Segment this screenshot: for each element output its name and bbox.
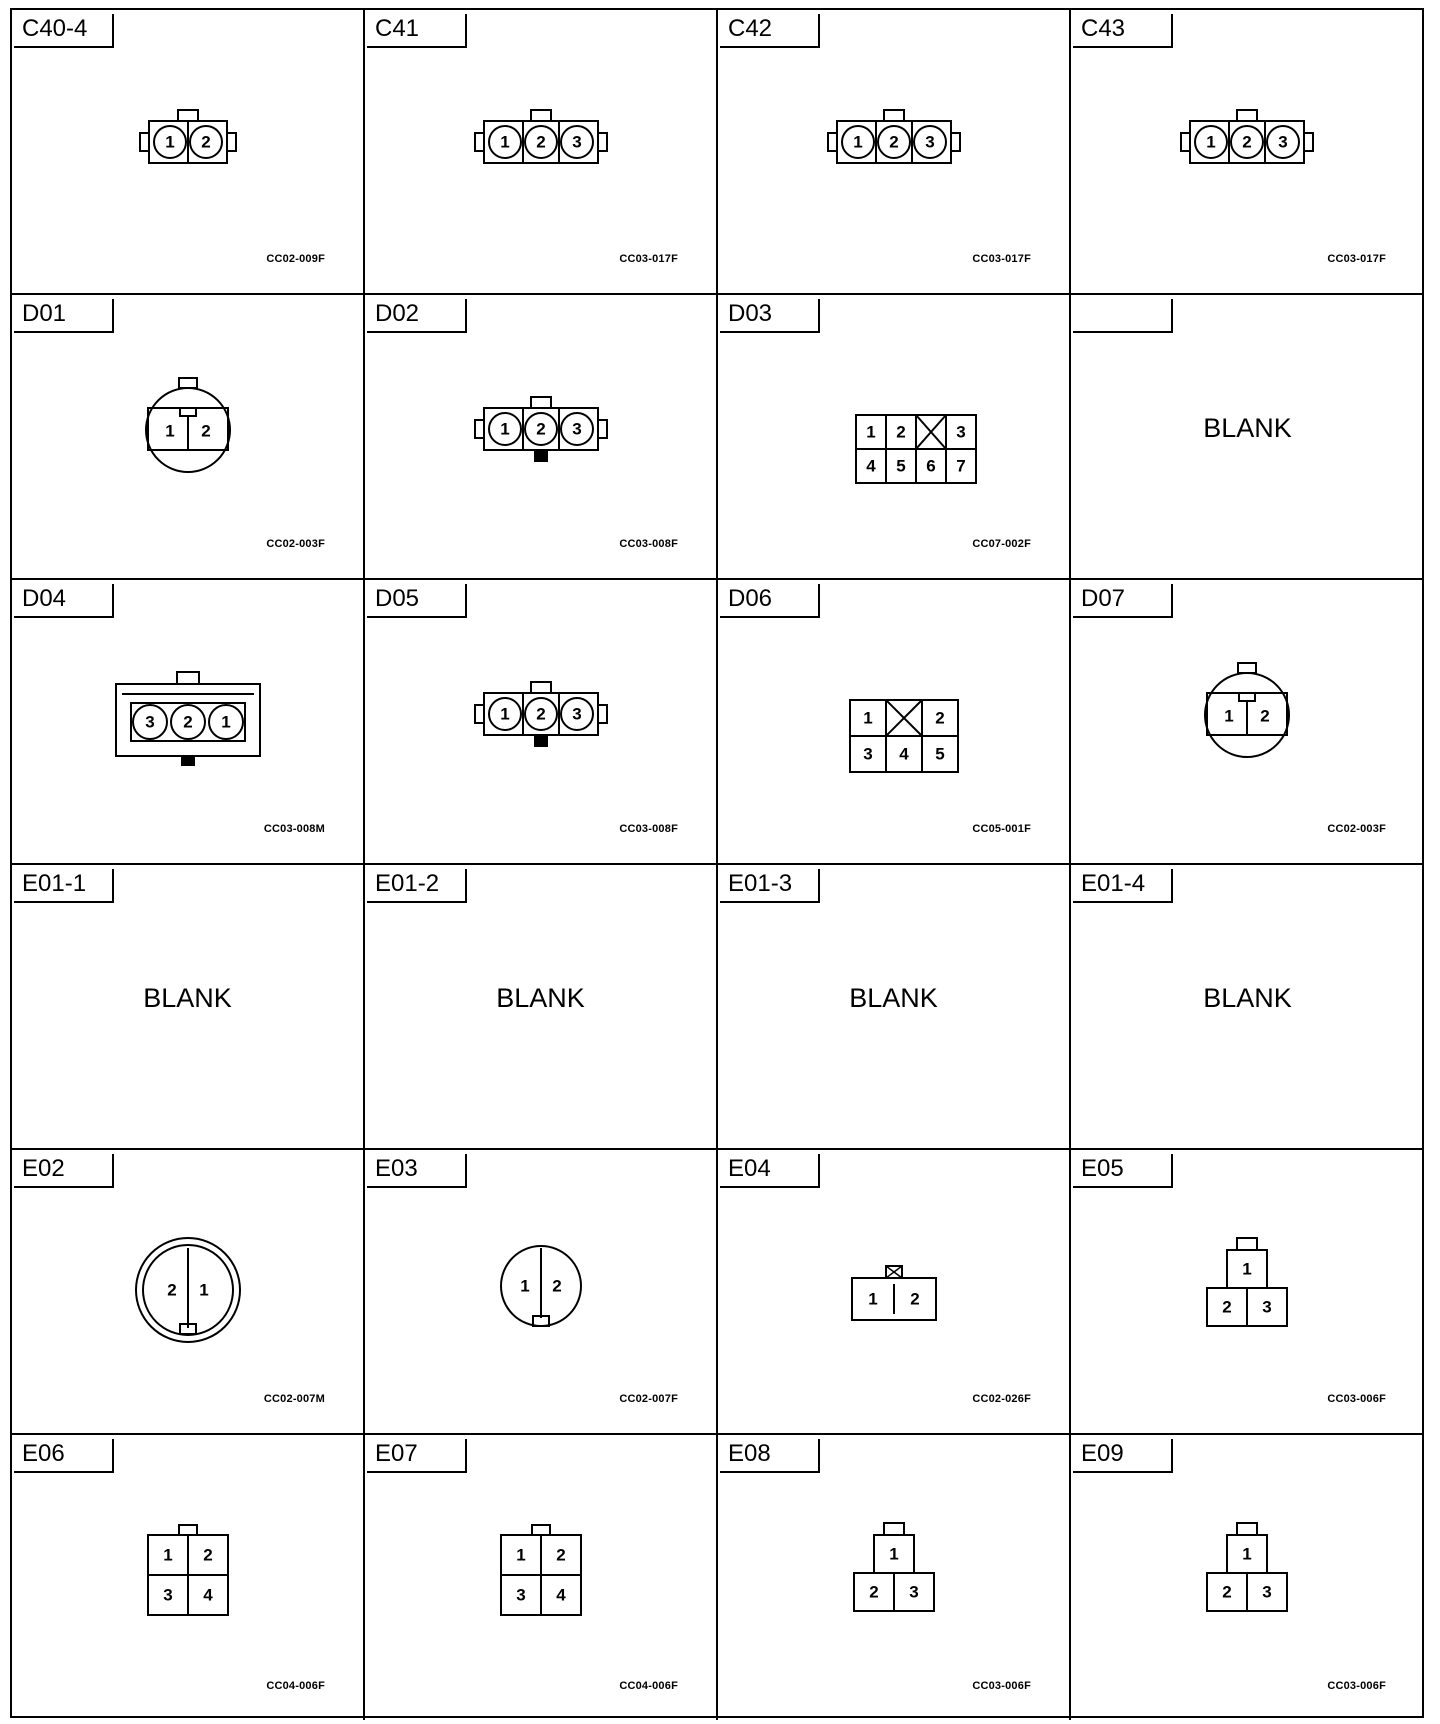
connector-label: C41 — [367, 14, 467, 48]
part-number: CC03-008F — [619, 538, 678, 550]
connector-body — [116, 672, 260, 766]
pin-number: 3 — [1262, 1582, 1272, 1602]
connector-cell — [365, 580, 718, 865]
connector-face-view — [718, 70, 1071, 240]
pin-number: 1 — [221, 712, 231, 732]
connector-diagram — [1071, 640, 1424, 810]
pin-number: 2 — [556, 1545, 566, 1565]
pin-number: 3 — [572, 419, 582, 439]
pin-number: 3 — [1278, 132, 1288, 152]
blank-text: BLANK — [1203, 983, 1292, 1013]
connector-body — [501, 1525, 581, 1615]
part-number: CC02-026F — [972, 1393, 1031, 1405]
connector-label: D07 — [1073, 584, 1173, 618]
connector-face-view — [365, 1495, 718, 1665]
connector-body — [1207, 1238, 1287, 1326]
pin-number: 1 — [889, 1544, 899, 1564]
pin-number: 1 — [863, 708, 873, 728]
connector-cell — [718, 10, 1071, 295]
pin-number: 1 — [1224, 706, 1234, 726]
pin-number: 2 — [1222, 1297, 1232, 1317]
pin-number: 4 — [866, 456, 876, 476]
connector-label: C40-4 — [14, 14, 114, 48]
connector-label: E06 — [14, 1439, 114, 1473]
pin-number: 2 — [1260, 706, 1270, 726]
pin-number: 2 — [935, 708, 945, 728]
connector-cell — [1071, 1150, 1424, 1435]
connector-diagram — [1071, 1495, 1424, 1665]
connector-label: E08 — [720, 1439, 820, 1473]
connector-diagram — [12, 1495, 365, 1665]
connector-body — [1205, 663, 1289, 757]
connector-label: E05 — [1073, 1154, 1173, 1188]
connector-face-view — [365, 1210, 718, 1380]
connector-body — [475, 682, 607, 747]
connector-body — [475, 397, 607, 462]
connector-diagram — [12, 70, 365, 240]
pin-number: 1 — [165, 421, 175, 441]
pin-number: 1 — [866, 422, 876, 442]
connector-body — [475, 110, 607, 163]
connector-diagram — [365, 355, 718, 525]
pin-number: 1 — [163, 1545, 173, 1565]
connector-diagram — [718, 1210, 1071, 1380]
connector-label: E07 — [367, 1439, 467, 1473]
part-number: CC02-007M — [263, 1393, 325, 1405]
connector-face-view — [718, 1495, 1071, 1665]
connector-face-view — [12, 355, 365, 525]
connector-label: D04 — [14, 584, 114, 618]
connector-face-view — [12, 1495, 365, 1665]
part-number: CC02-003F — [1327, 823, 1386, 835]
connector-label: D03 — [720, 299, 820, 333]
connector-face-view — [12, 70, 365, 240]
part-number: CC05-001F — [972, 823, 1031, 835]
connector-cell — [12, 10, 365, 295]
connector-face-view — [718, 1210, 1071, 1380]
pin-number: 1 — [500, 419, 510, 439]
pin-number: 2 — [1242, 132, 1252, 152]
pin-number: 2 — [201, 421, 211, 441]
connector-cell — [365, 1150, 718, 1435]
pin-number: 3 — [516, 1585, 526, 1605]
connector-label — [1073, 299, 1173, 333]
pin-number: 1 — [500, 704, 510, 724]
connector-label: C43 — [1073, 14, 1173, 48]
pin-number: 3 — [909, 1582, 919, 1602]
connector-diagram — [12, 640, 365, 810]
connector-cell — [718, 1150, 1071, 1435]
connector-body — [140, 110, 236, 163]
connector-diagram — [1071, 1210, 1424, 1380]
pin-number: 3 — [863, 744, 873, 764]
pin-number: 2 — [183, 712, 193, 732]
pin-number: 3 — [956, 422, 966, 442]
connector-cell — [1071, 295, 1424, 580]
pin-number: 3 — [145, 712, 155, 732]
connector-cell — [1071, 580, 1424, 865]
pin-number: 3 — [572, 132, 582, 152]
pin-number: 3 — [572, 704, 582, 724]
pin-number: 3 — [163, 1585, 173, 1605]
connector-diagram — [365, 70, 718, 240]
connector-label: D06 — [720, 584, 820, 618]
connector-label: E04 — [720, 1154, 820, 1188]
connector-label: E01-3 — [720, 869, 820, 903]
connector-diagram — [718, 355, 1071, 525]
pin-number: 2 — [536, 132, 546, 152]
pin-number: 4 — [556, 1585, 566, 1605]
blank-text: BLANK — [849, 983, 938, 1013]
connector-label: E03 — [367, 1154, 467, 1188]
pin-number: 5 — [896, 456, 906, 476]
pin-number: 1 — [165, 132, 175, 152]
connector-cell — [1071, 865, 1424, 1150]
pin-number: 1 — [520, 1276, 530, 1296]
connector-body — [850, 700, 958, 772]
connector-sheet — [10, 8, 1424, 1718]
part-number: CC03-017F — [1327, 253, 1386, 265]
part-number: CC02-007F — [619, 1393, 678, 1405]
connector-body — [148, 1525, 228, 1615]
connector-cell — [365, 865, 718, 1150]
pin-number: 2 — [552, 1276, 562, 1296]
connector-label: D02 — [367, 299, 467, 333]
connector-cell — [1071, 10, 1424, 295]
connector-face-view — [718, 355, 1071, 525]
connector-cell — [718, 295, 1071, 580]
part-number: CC07-002F — [972, 538, 1031, 550]
connector-cell — [12, 580, 365, 865]
connector-diagram — [718, 640, 1071, 810]
part-number: CC04-006F — [266, 1680, 325, 1692]
pin-number: 2 — [910, 1289, 920, 1309]
pin-number: 1 — [500, 132, 510, 152]
connector-body — [1207, 1523, 1287, 1611]
connector-face-view — [718, 640, 1071, 810]
connector-label: E01-1 — [14, 869, 114, 903]
part-number: CC04-006F — [619, 1680, 678, 1692]
connector-body — [146, 378, 230, 472]
connector-body — [856, 415, 976, 483]
pin-number: 4 — [203, 1585, 213, 1605]
part-number: CC03-017F — [619, 253, 678, 265]
part-number: CC03-008F — [619, 823, 678, 835]
pin-number: 3 — [925, 132, 935, 152]
connector-face-view — [1071, 70, 1424, 240]
blank-text: BLANK — [143, 983, 232, 1013]
connector-cell — [12, 295, 365, 580]
connector-body — [136, 1238, 240, 1342]
connector-label: E02 — [14, 1154, 114, 1188]
pin-number: 2 — [889, 132, 899, 152]
pin-number: 2 — [536, 704, 546, 724]
pin-number: 2 — [1222, 1582, 1232, 1602]
pin-number: 2 — [896, 422, 906, 442]
connector-cell — [365, 295, 718, 580]
pin-number: 2 — [536, 419, 546, 439]
part-number: CC03-006F — [1327, 1680, 1386, 1692]
connector-body — [1181, 110, 1313, 163]
pin-number: 2 — [869, 1582, 879, 1602]
part-number: CC03-017F — [972, 253, 1031, 265]
connector-face-view — [12, 640, 365, 810]
connector-diagram — [1071, 70, 1424, 240]
pin-number: 1 — [199, 1280, 209, 1300]
connector-cell — [718, 865, 1071, 1150]
lock-tab — [181, 756, 195, 766]
part-number: CC03-008M — [263, 823, 325, 835]
connector-diagram — [365, 640, 718, 810]
connector-face-view — [365, 640, 718, 810]
pin-number: 2 — [201, 132, 211, 152]
connector-face-view — [365, 70, 718, 240]
connector-cell — [365, 1435, 718, 1720]
pin-number: 2 — [167, 1280, 177, 1300]
connector-cell — [12, 1435, 365, 1720]
pin-number: 2 — [203, 1545, 213, 1565]
connector-body — [852, 1266, 936, 1320]
connector-diagram — [12, 355, 365, 525]
connector-diagram — [365, 1210, 718, 1380]
part-number: CC02-003F — [266, 538, 325, 550]
connector-label: E01-4 — [1073, 869, 1173, 903]
pin-number: 1 — [1242, 1544, 1252, 1564]
connector-cell — [12, 865, 365, 1150]
pin-number: 6 — [926, 456, 936, 476]
connector-label: E09 — [1073, 1439, 1173, 1473]
part-number: CC02-009F — [266, 253, 325, 265]
pin-number: 1 — [1242, 1259, 1252, 1279]
pin-number: 1 — [868, 1289, 878, 1309]
connector-cell — [365, 10, 718, 295]
part-number: CC03-006F — [1327, 1393, 1386, 1405]
pin-number: 1 — [516, 1545, 526, 1565]
blank-text: BLANK — [496, 983, 585, 1013]
pin-number: 3 — [1262, 1297, 1272, 1317]
part-number: CC03-006F — [972, 1680, 1031, 1692]
connector-face-view — [12, 1210, 365, 1380]
lock-tab — [534, 735, 548, 747]
connector-face-view — [1071, 1495, 1424, 1665]
pin-number: 7 — [956, 456, 966, 476]
connector-diagram — [12, 1210, 365, 1380]
connector-diagram — [365, 1495, 718, 1665]
connector-cell — [718, 1435, 1071, 1720]
blank-text: BLANK — [1203, 413, 1292, 443]
connector-label: D01 — [14, 299, 114, 333]
connector-cell — [12, 1150, 365, 1435]
connector-label: E01-2 — [367, 869, 467, 903]
pin-number: 1 — [1206, 132, 1216, 152]
lock-tab — [534, 450, 548, 462]
connector-cell — [1071, 1435, 1424, 1720]
connector-label: C42 — [720, 14, 820, 48]
pin-number: 4 — [899, 744, 909, 764]
connector-face-view — [1071, 1210, 1424, 1380]
connector-face-view — [1071, 640, 1424, 810]
connector-body — [501, 1246, 581, 1326]
connector-label: D05 — [367, 584, 467, 618]
pin-number: 5 — [935, 744, 945, 764]
connector-face-view — [365, 355, 718, 525]
connector-body — [828, 110, 960, 163]
connector-diagram — [718, 1495, 1071, 1665]
connector-body — [854, 1523, 934, 1611]
connector-cell — [718, 580, 1071, 865]
connector-diagram — [718, 70, 1071, 240]
pin-number: 1 — [853, 132, 863, 152]
